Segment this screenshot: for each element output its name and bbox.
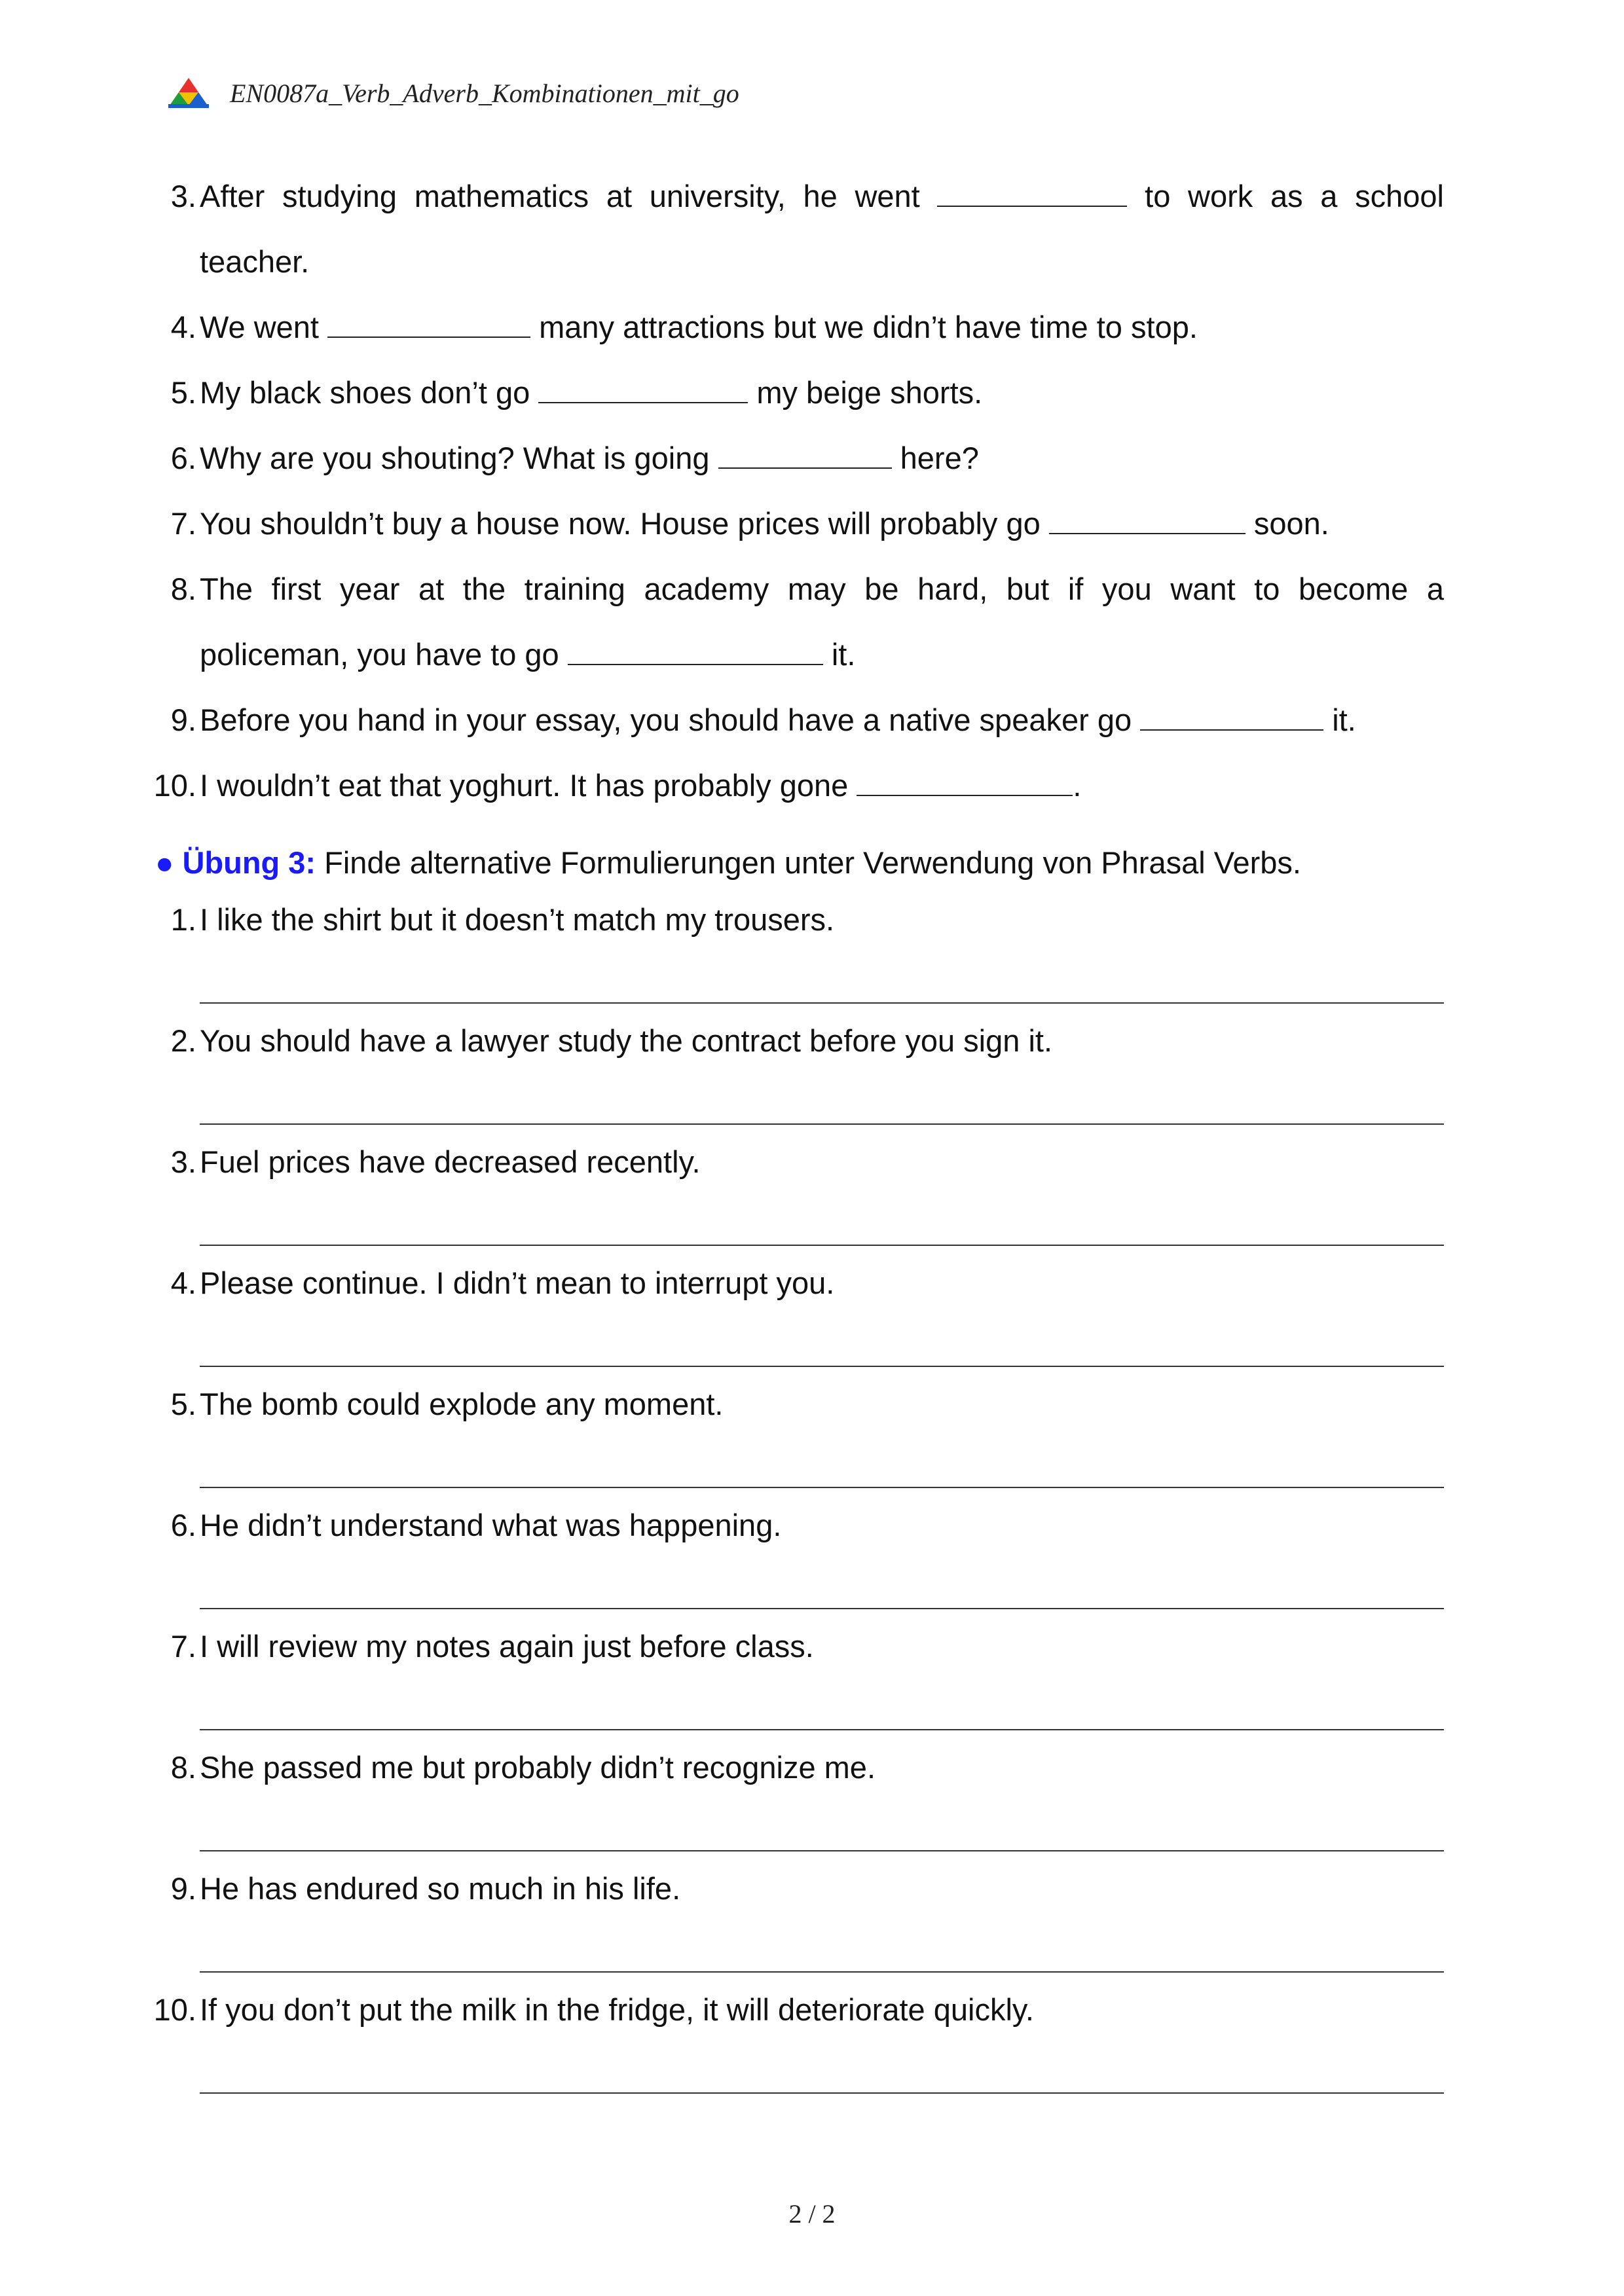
item-number: 2. (170, 1023, 196, 1058)
answer-blank[interactable] (718, 439, 892, 469)
sentence-part: My black shoes don’t go (200, 375, 539, 410)
item-number: 7. (170, 506, 196, 541)
exercise-2-item-3 (200, 177, 1444, 216)
answer-line[interactable] (200, 1366, 1444, 1367)
sentence-part: Before you hand in your essay, you should have a native speaker go (200, 702, 1141, 737)
document-title: EN0087a_Verb_Adverb_Kombinationen_mit_go (230, 78, 739, 108)
answer-blank[interactable] (538, 373, 748, 403)
item-number: 4. (170, 310, 196, 344)
answer-line[interactable] (200, 1123, 1444, 1125)
exercise-3-item-2: You should have a lawyer study the contract before you sign it. (200, 1023, 1053, 1058)
answer-line[interactable] (200, 2092, 1444, 2094)
item-number: 9. (170, 702, 196, 737)
answer-line[interactable] (200, 1850, 1444, 1851)
item-number: 5. (170, 375, 196, 410)
item-number: 6. (170, 441, 196, 475)
exercise-3-item-4: Please continue. I didn’t mean to interrupt you. (200, 1266, 835, 1300)
item-number: 1. (170, 902, 196, 937)
sentence-part: policeman, you have to go (200, 637, 568, 672)
item-number: 3. (170, 179, 196, 213)
exercise-3-item-3: Fuel prices have decreased recently. (200, 1144, 701, 1179)
sentence-continuation: teacher. (200, 244, 310, 279)
page-number: 2 / 2 (788, 2199, 836, 2229)
exercise-2-item-6 (200, 439, 1444, 478)
sentence-part: it. (1323, 702, 1356, 737)
answer-line[interactable] (200, 1608, 1444, 1609)
item-number: 3. (170, 1144, 196, 1179)
item-number: 7. (170, 1629, 196, 1664)
exercise-2-item-8 (200, 635, 1444, 674)
exercise-2-item-7 (200, 504, 1444, 543)
sentence-part: it. (822, 637, 856, 672)
sentence-part: here? (891, 441, 979, 475)
exercise-3-item-1: I like the shirt but it doesn’t match my trousers. (200, 902, 835, 937)
exercise-2-item-4 (200, 308, 1444, 347)
sentence-part: You shouldn’t buy a house now. House prices will probably go (200, 506, 1049, 541)
exercise-3-item-7: I will review my notes again just before class. (200, 1629, 814, 1664)
sentence-part: many attractions but we didn’t have time to stop. (530, 310, 1198, 344)
exercise-3-item-10: If you don’t put the milk in the fridge, it will deteriorate quickly. (200, 1992, 1034, 2027)
exercise-3-heading (155, 843, 1301, 883)
answer-line[interactable] (200, 1487, 1444, 1488)
bullet-icon: ● (155, 845, 174, 880)
item-number: 10. (153, 768, 196, 803)
exercise-3-item-9: He has endured so much in his life. (200, 1871, 681, 1906)
sentence-part: to work as a school (1127, 179, 1444, 213)
item-number: 10. (153, 1992, 196, 2027)
sentence-part: soon. (1245, 506, 1329, 541)
sentence-part: . (1073, 768, 1082, 803)
answer-line[interactable] (200, 1245, 1444, 1246)
exercise-3-item-5: The bomb could explode any moment. (200, 1387, 724, 1421)
exercise-2-item-9 (200, 701, 1444, 740)
answer-blank[interactable] (1140, 701, 1323, 731)
logo-icon (167, 77, 210, 109)
answer-line[interactable] (200, 1002, 1444, 1004)
item-number: 8. (170, 1750, 196, 1785)
exercise-2-item-8-line-1: The first year at the training academy may be hard, but if you want to become a (200, 572, 1444, 606)
answer-blank[interactable] (1049, 504, 1246, 534)
answer-blank[interactable] (857, 766, 1073, 796)
exercise-3-item-6: He didn’t understand what was happening. (200, 1508, 782, 1542)
sentence-part: my beige shorts. (748, 375, 983, 410)
answer-line[interactable] (200, 1729, 1444, 1730)
sentence-part: After studying mathematics at university, he went (200, 179, 938, 213)
sentence-part: We went (200, 310, 328, 344)
sentence-part: I wouldn’t eat that yoghurt. It has probably gone (200, 768, 857, 803)
exercise-2-item-5 (200, 373, 1444, 412)
document-header (167, 73, 739, 113)
item-number: 5. (170, 1387, 196, 1421)
answer-line[interactable] (200, 1971, 1444, 1973)
exercise-instruction: Finde alternative Formulierungen unter Verwendung von Phrasal Verbs. (316, 845, 1301, 880)
answer-blank[interactable] (327, 308, 530, 338)
item-number: 4. (170, 1266, 196, 1300)
item-number: 9. (170, 1871, 196, 1906)
exercise-label: Übung 3: (182, 845, 316, 880)
item-number: 8. (170, 572, 196, 606)
answer-blank[interactable] (937, 177, 1127, 207)
exercise-3-item-8: She passed me but probably didn’t recognize me. (200, 1750, 876, 1785)
sentence-part: Why are you shouting? What is going (200, 441, 718, 475)
item-number: 6. (170, 1508, 196, 1542)
exercise-2-item-10 (200, 766, 1444, 805)
answer-blank[interactable] (568, 635, 823, 665)
